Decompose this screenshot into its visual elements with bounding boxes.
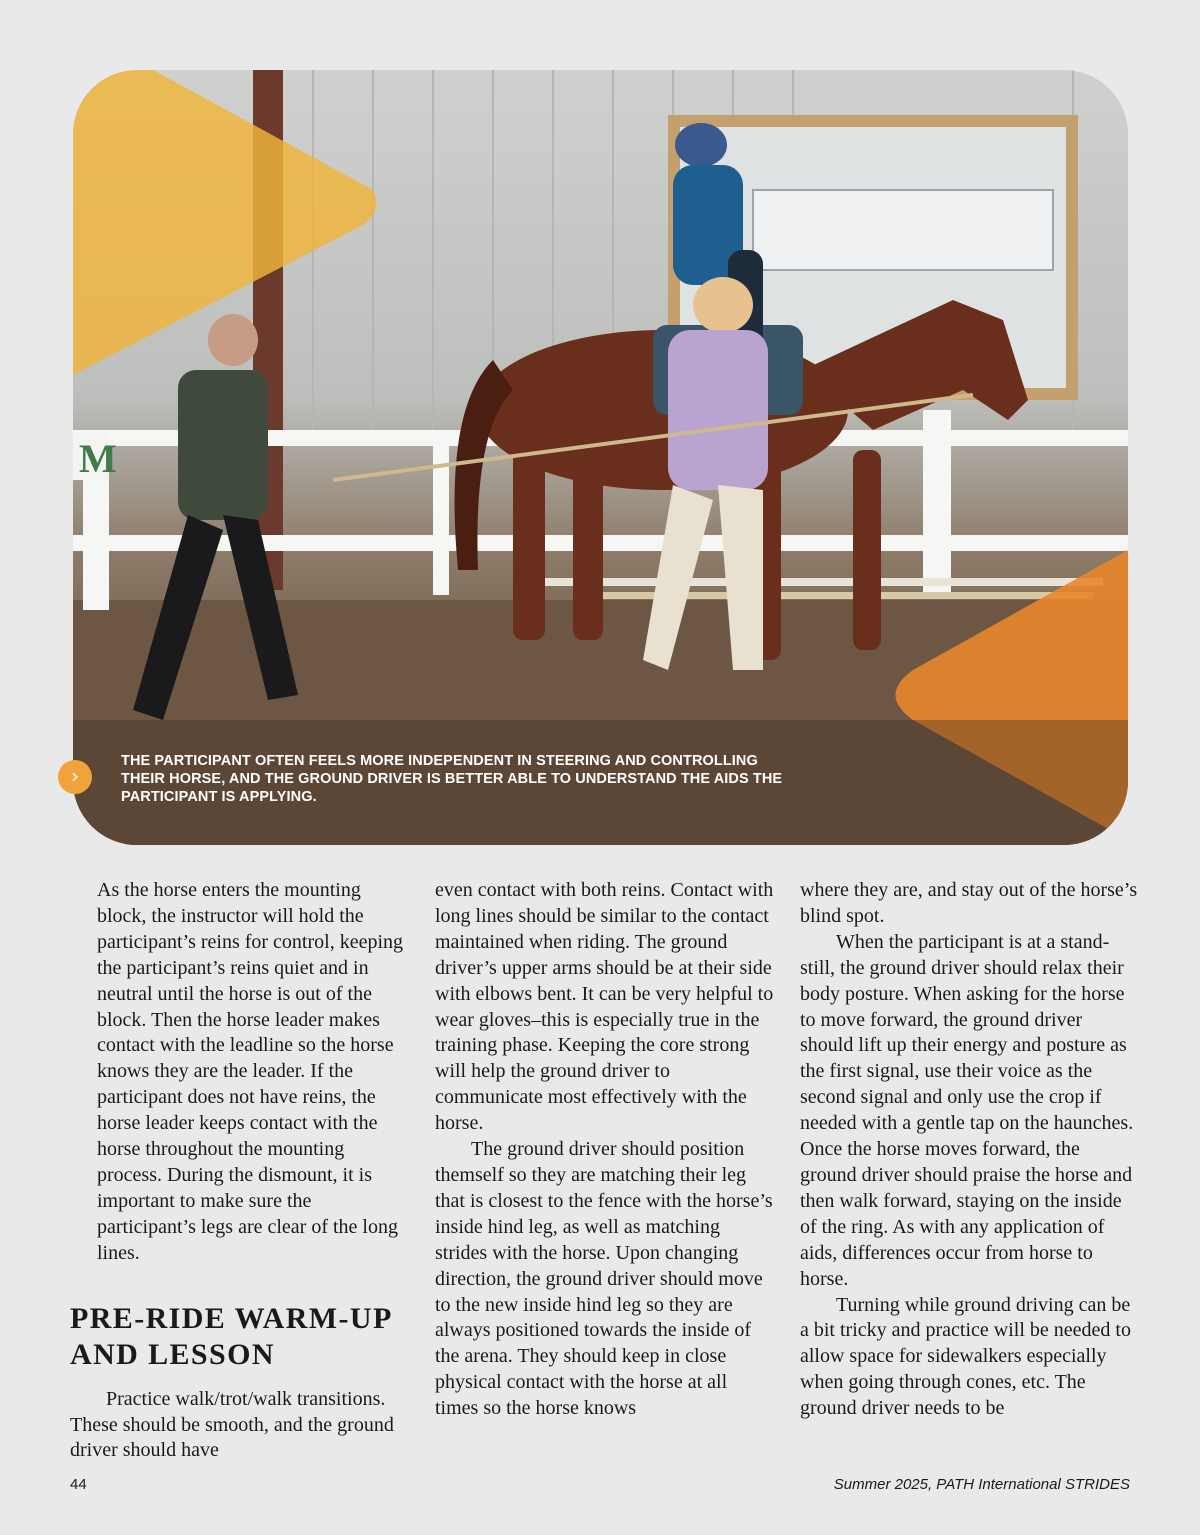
chevron-right-icon: › <box>58 760 92 794</box>
paragraph: where they are, and stay out of the horse’s blind spot. <box>800 879 1138 927</box>
text-column-1 <box>70 878 410 1464</box>
paragraph: Turning while ground driving can be a bit tricky and practice will be needed to allow space for sidewalkers especially when going through cones, etc. The ground driver needs to be <box>800 1293 1131 1420</box>
paragraph: even contact with both reins. Contact with long lines should be similar to the contact maintained when riding. The ground driver’s upper arms should be at their side with elbows bent. It can be very helpful to wear gloves–this is especially true in the training phase. Keeping the core strong will help the ground driver to communicate most effectively with the horse. <box>435 879 774 1135</box>
paragraph: When the participant is at a stand-still, the ground driver should relax their body posture. When asking for the horse to move forward, the ground driver should lift up their energy and posture as the first signal, use their voice as the second signal and only use the crop if needed with a gentle tap on the haunches. Once the horse moves forward, the ground driver should praise the horse and then walk forward, staying on the inside of the ring. As with any application of aids, differences occur from horse to horse. <box>800 930 1134 1290</box>
text-column-3 <box>800 878 1140 1422</box>
publication-footer: Summer 2025, PATH International STRIDES <box>833 1476 1130 1493</box>
section-heading: PRE-RIDE WARM-UP AND LESSON <box>70 1301 392 1371</box>
arena-letter-sign: M <box>79 436 117 481</box>
page-number: 44 <box>70 1476 87 1493</box>
arena-illustration <box>73 70 1128 845</box>
paragraph: Practice walk/trot/walk transitions. These should be smooth, and the ground driver should have <box>70 1387 394 1462</box>
photo-caption: THE PARTICIPANT OFTEN FEELS MORE INDEPENDENT IN STEERING AND CONTROLLING THEIR HORSE, AND THE GROUND DRIVER IS BETTER ABLE TO UNDERSTAND THE AIDS THE PARTICIPANT IS APPLYING. <box>121 753 783 805</box>
text-column-2 <box>435 878 775 1422</box>
paragraph: As the horse enters the mounting block, the instructor will hold the participant’s reins for control, keeping the participant’s reins quiet and in neutral until the horse is out of the block. Then the horse leader makes contact with the leadline so the horse knows they are the leader. If the participant does not have reins, the horse leader keeps contact with the horse throughout the mounting process. During the dismount, it is important to make sure the participant’s legs are clear of the long lines. <box>97 879 404 1264</box>
feature-photo <box>73 70 1128 845</box>
paragraph: The ground driver should position themself so they are matching their leg that is closest to the fence with the horse’s inside hind leg, as well as matching strides with the horse. Upon changing direction, the ground driver should move to the new inside hind leg so they are always positioned towards the inside of the arena. They should keep in close physical contact with the horse at all times so the horse knows <box>435 1138 773 1420</box>
